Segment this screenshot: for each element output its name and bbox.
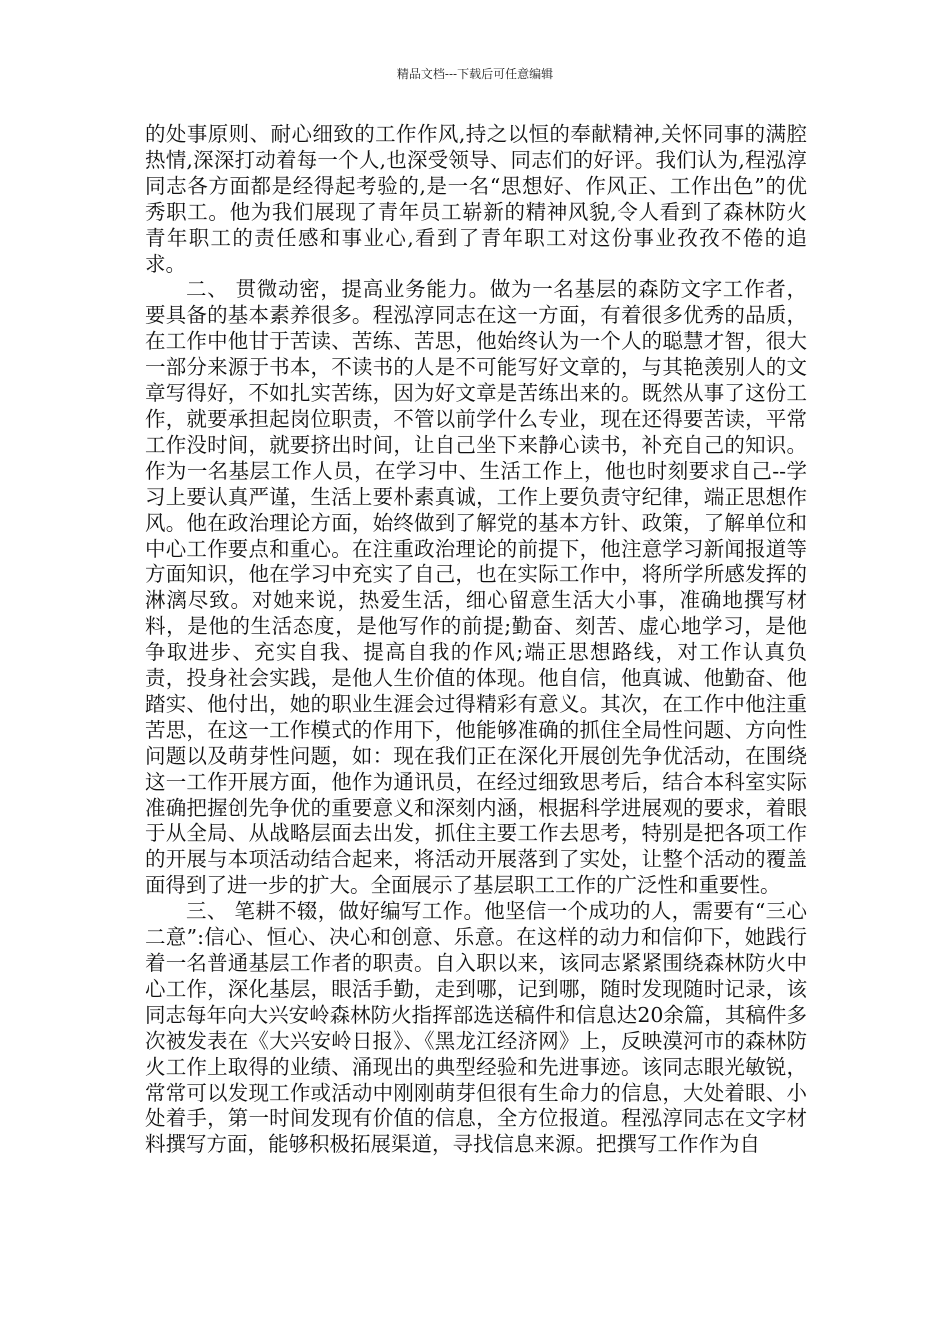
document-body [145,122,807,1158]
paragraph-section-two: 二、 贯微动密，提高业务能力。做为一名基层的森防文字工作者，要具备的基本素养很多。程泓淳同志在这一方面，有着很多优秀的品质，在工作中他甘于苦读、苦练、苦思，他始终认为一个人的聪慧才智，很大一部分来源于书本，不读书的人是不可能写好文章的，与其艳羡别人的文章写得好，不如扎实苦练，因为好文章是苦练出来的。既然从事了这份工作，就要承担起岗位职责，不管以前学什么专业，现在还得要苦读，平常工作没时间，就要挤出时间，让自己坐下来静心读书，补充自己的知识。作为一名基层工作人员，在学习中、生活工作上，他也时刻要求自己--学习上要认真严谨，生活上要朴素真诚，工作上要负责守纪律，端正思想作风。他在政治理论方面，始终做到了解党的基本方针、政策，了解单位和中心工作要点和重心。在注重政治理论的前提下，他注意学习新闻报道等方面知识，他在学习中充实了自己，也在实际工作中，将所学所感发挥的淋漓尽致。对她来说，热爱生活，细心留意生活大小事，准确地撰写材料，是他的生活态度，是他写作的前提;勤奋、刻苦、虚心地学习，是他争取进步、充实自我、提高自我的作风;端正思想路线，对工作认真负责，投身社会实践，是他人生价值的体现。他自信，他真诚、他勤奋、他踏实、他付出，她的职业生涯会过得精彩有意义。其次，在工作中他注重苦思，在这一工作模式的作用下，他能够准确的抓住全局性问题、方向性问题以及萌芽性问题，如：现在我们正在深化开展创先争优活动，在围绕这一工作开展方面，他作为通讯员，在经过细致思考后，结合本科室实际准确把握创先争优的重要意义和深刻内涵，根据科学进展观的要求，着眼于从全局、从战略层面去出发，抓住主要工作去思考，特别是把各项工作的开展与本项活动结合起来，将活动开展落到了实处，让整个活动的覆盖面得到了进一步的扩大。全面展示了基层职工工作的广泛性和重要性。 [145,277,807,898]
page-header: 精品文档---下载后可任意编辑 [396,67,554,81]
paragraph-continuation: 的处事原则、耐心细致的工作作风,持之以恒的奉献精神,关怀同事的满腔热情,深深打动着每一个人,也深受领导、同志们的好评。我们认为,程泓淳同志各方面都是经得起考验的,是一名“思想好、作风正、工作出色”的优秀职工。他为我们展现了青年员工崭新的精神风貌,令人看到了森林防火青年职工的责任感和事业心,看到了青年职工对这份事业孜孜不倦的追求。 [145,122,807,276]
paragraph-section-three: 三、 笔耕不辍，做好编写工作。他坚信一个成功的人，需要有“三心二意”:信心、恒心、决心和创意、乐意。在这样的动力和信仰下，她践行着一名普通基层工作者的职责。自入职以来，该同志紧紧围绕森林防火中心工作，深化基层，眼活手勤，走到哪，记到哪，随时发现随时记录，该同志每年向大兴安岭森林防火指挥部选送稿件和信息达20余篇，其稿件多次被发表在《大兴安岭日报》、《黑龙江经济网》上，反映漠河市的森林防火工作上取得的业绩、涌现出的典型经验和先进事迹。该同志眼光敏锐，常常可以发现工作或活动中刚刚萌芽但很有生命力的信息，大处着眼、小处着手，第一时间发现有价值的信息，全方位报道。程泓淳同志在文字材料撰写方面，能够积极拓展渠道，寻找信息来源。把撰写工作作为自 [145,899,807,1157]
